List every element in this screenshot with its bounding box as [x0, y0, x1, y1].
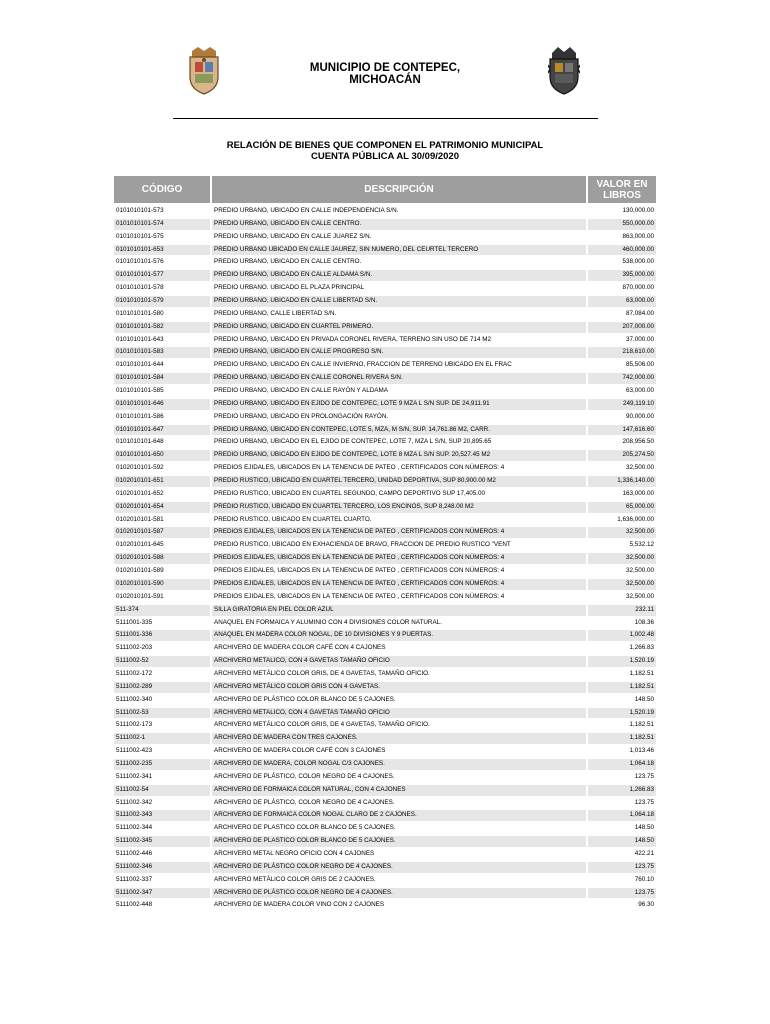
asset-code: 0101010101-646: [116, 399, 164, 407]
table-row: [114, 411, 656, 424]
asset-description: PREDIO URBANO, UBICADO EN CUARTEL PRIMERO.: [214, 322, 374, 330]
table-row: [114, 282, 656, 295]
asset-code: 0102010101-591: [116, 592, 164, 600]
asset-code: 0101010101-576: [116, 258, 164, 266]
asset-book-value: 870,000.00: [622, 284, 654, 292]
asset-description: ARCHIVERO DE PLÁSTICO, COLOR NEGRO DE 4 CAJONES.: [214, 798, 395, 806]
table-row: [114, 436, 656, 449]
asset-code: 5111002-343: [116, 811, 153, 819]
asset-code: 5111002-423: [116, 747, 153, 755]
asset-book-value: 863,000.00: [622, 232, 654, 240]
asset-description: ARCHIVERO METALICO, CON 4 GAVETAS TAMAÑO OFICIO: [214, 708, 390, 716]
asset-book-value: 218,610.00: [622, 348, 654, 356]
table-row: [114, 848, 656, 861]
asset-book-value: 148.50: [634, 837, 654, 845]
table-row: [114, 655, 656, 668]
asset-code: 5111002-203: [116, 644, 153, 652]
table-row: [114, 552, 656, 565]
asset-code: 0101010101-582: [116, 322, 164, 330]
asset-description: ANAQUEL EN FORMAICA Y ALUMINIO CON 4 DIVISIONES COLOR NATURAL.: [214, 618, 442, 626]
asset-book-value: 208,956.50: [622, 438, 654, 446]
asset-book-value: 63,000.00: [625, 297, 654, 305]
asset-description: PREDIO URBANO, UBICADO EN CALLE PROGRESO S/N.: [214, 348, 384, 356]
asset-description: ARCHIVERO DE PLÁSTICO COLOR BLANCO DE 5 CAJONES.: [214, 695, 396, 703]
asset-code: 0102010101-645: [116, 541, 164, 549]
asset-description: PREDIO RUSTICO, UBICADO EN CUARTEL TERCERO, LOS ENCINOS, SUP 8,248.00 M2: [214, 502, 474, 510]
asset-description: ARCHIVERO METÁLICO COLOR GRIS DE 2 CAJONES.: [214, 875, 376, 883]
asset-book-value: 205,274.50: [622, 451, 654, 459]
table-row: [114, 244, 656, 257]
asset-description: ARCHIVERO DE PLASTICO COLOR BLANCO DE 5 CAJONES.: [214, 837, 396, 845]
asset-code: 0102010101-587: [116, 528, 164, 536]
asset-book-value: 147,616.60: [622, 425, 654, 433]
table-row: [114, 835, 656, 848]
asset-code: 0101010101-573: [116, 207, 164, 214]
asset-description: PREDIO RUSTICO, UBICADO EN CUARTEL TERCERO, UNIDAD DEPORTIVA, SUP 80,900.00 M2: [214, 477, 496, 485]
column-header-description: DESCRIPCIÓN: [212, 176, 586, 203]
asset-book-value: 37,000.00: [625, 335, 654, 343]
asset-book-value: 87,084.00: [625, 309, 654, 317]
asset-description: ARCHIVERO METAL NEGRO OFICIO CON 4 CAJONES: [214, 849, 375, 857]
table-row: [114, 475, 656, 488]
table-row: [114, 346, 656, 359]
asset-book-value: 123.75: [634, 772, 654, 780]
asset-book-value: 5,532.12: [629, 541, 654, 549]
asset-book-value: 32,500.00: [625, 579, 654, 587]
table-row: [114, 359, 656, 372]
table-row: [114, 385, 656, 398]
asset-code: 0102010101-589: [116, 567, 164, 575]
asset-description: PREDIO URBANO, UBICADO EN CALLE INDEPENDENCIA S/N.: [214, 207, 399, 214]
assets-table-body: [114, 205, 656, 912]
asset-description: PREDIO URBANO, UBICADO EN CALLE CORONEL RIVERA S/N.: [214, 374, 403, 382]
table-row: [114, 539, 656, 552]
asset-description: PREDIO URBANO, UBICADO EN CALLE ALDAMA S/N.: [214, 271, 373, 279]
asset-description: ARCHIVERO DE FORMAICA COLOR NOGAL CLARO DE 2 CAJONES.: [214, 811, 417, 819]
asset-description: ARCHIVERO DE MADERA CON TRES CAJONES.: [214, 734, 358, 742]
asset-description: ARCHIVERO METALICO, CON 4 GAVETAS TAMAÑO OFICIO: [214, 657, 390, 665]
asset-code: 5111002-172: [116, 669, 153, 677]
table-row: [114, 565, 656, 578]
asset-description: ARCHIVERO DE MADERA COLOR CAFÉ CON 3 CAJONES: [214, 747, 386, 755]
column-header-code: CÓDIGO: [114, 176, 210, 203]
asset-code: 5111002-346: [116, 862, 153, 870]
table-row: [114, 668, 656, 681]
table-row: [114, 642, 656, 655]
asset-code: 0101010101-653: [116, 245, 164, 253]
table-row: [114, 398, 656, 411]
asset-book-value: 63,000.00: [625, 387, 654, 395]
asset-description: ARCHIVERO METÁLICO COLOR GRIS, DE 4 GAVETAS, TAMAÑO OFICIO.: [214, 721, 430, 729]
table-row: [114, 231, 656, 244]
asset-code: 0101010101-586: [116, 412, 164, 420]
table-row: [114, 269, 656, 282]
asset-description: PREDIO URBANO, UBICADO EN PROLONGACIÓN RAYÓN.: [214, 412, 389, 420]
table-row: [114, 745, 656, 758]
table-row: [114, 321, 656, 334]
table-row: [114, 629, 656, 642]
asset-code: 5111002-344: [116, 824, 153, 832]
asset-code: 0101010101-643: [116, 335, 164, 343]
table-row: [114, 899, 656, 912]
asset-book-value: 1,064.18: [629, 759, 654, 767]
asset-description: PREDIO URBANO, UBICADO EN EJIDO DE CONTEPEC, LOTE 8 MZA L S/N SUP. 20,527.45 M2: [214, 451, 491, 459]
asset-book-value: 422.21: [634, 849, 654, 857]
table-row: [114, 424, 656, 437]
table-row: [114, 256, 656, 269]
asset-description: ANAQUEL EN MADERA COLOR NOGAL, DE 10 DIVISIONES Y 9 PUERTAS.: [214, 631, 434, 639]
asset-book-value: 1,520.19: [629, 657, 654, 665]
column-header-value: [588, 176, 656, 203]
report-subtitle-line1: RELACIÓN DE BIENES QUE COMPONEN EL PATRIMONIO MUNICIPAL: [226, 140, 544, 151]
asset-book-value: 460,000.00: [622, 245, 654, 253]
asset-code: 5111002-235: [116, 759, 153, 767]
header-divider: [173, 118, 598, 119]
table-row: [114, 604, 656, 617]
table-row: [114, 758, 656, 771]
asset-book-value: 96.30: [638, 901, 654, 909]
asset-description: PREDIO URBANO UBICADO EN CALLE JAUREZ, SIN NUMERO, DEL CEURTEL TERCERO: [214, 245, 479, 253]
asset-description: ARCHIVERO DE MADERA COLOR CAFÉ CON 4 CAJONES: [214, 644, 386, 652]
asset-code: 5111002-340: [116, 695, 153, 703]
asset-book-value: 249,119.10: [622, 399, 654, 407]
asset-code: 0101010101-648: [116, 438, 164, 446]
document-title-line2: MICHOACÁN: [349, 74, 421, 86]
asset-description: ARCHIVERO DE PLASTICO COLOR BLANCO DE 5 CAJONES.: [214, 824, 396, 832]
asset-book-value: 123.75: [634, 888, 654, 896]
asset-book-value: 1,636,000.00: [617, 515, 654, 523]
asset-book-value: 760.10: [634, 875, 654, 883]
asset-book-value: 32,500.00: [625, 592, 654, 600]
asset-code: 0101010101-647: [116, 425, 164, 433]
asset-code: 0102010101-588: [116, 554, 164, 562]
asset-description: PREDIO URBANO, CALLE LIBERTAD S/N.: [214, 309, 337, 317]
table-row: [114, 887, 656, 900]
asset-code: 0101010101-584: [116, 374, 164, 382]
asset-book-value: 550,000.00: [622, 219, 654, 227]
asset-code: 5111002-341: [116, 772, 153, 780]
asset-code: 5111002-448: [116, 901, 153, 909]
asset-book-value: 1,013.46: [629, 747, 654, 755]
asset-code: 0101010101-574: [116, 219, 164, 227]
asset-code: 5111002-345: [116, 837, 153, 845]
asset-book-value: 1,266.83: [629, 785, 654, 793]
asset-code: 5111002-54: [116, 785, 149, 793]
column-header-value-line1: VALOR EN: [596, 179, 648, 190]
asset-book-value: 1,182.51: [629, 734, 654, 742]
table-row: [114, 617, 656, 630]
asset-code: 0101010101-578: [116, 284, 164, 292]
table-row: [114, 732, 656, 745]
asset-book-value: 207,000.00: [622, 322, 654, 330]
table-row: [114, 681, 656, 694]
asset-description: ARCHIVERO DE FORMAICA COLOR NATURAL, CON 4 CAJONES: [214, 785, 406, 793]
asset-book-value: 1,182.51: [629, 721, 654, 729]
table-row: [114, 578, 656, 591]
asset-code: 0102010101-590: [116, 579, 164, 587]
table-row: [114, 501, 656, 514]
asset-book-value: 1,336,140.00: [617, 477, 654, 485]
asset-description: PREDIOS EJIDALES, UBICADOS EN LA TENENCIA DE PATEO , CERTIFICADOS CON NÚMEROS: 4: [214, 592, 505, 600]
asset-description: ARCHIVERO DE PLÁSTICO, COLOR NEGRO DE 4 CAJONES.: [214, 772, 395, 780]
asset-book-value: 538,000.00: [622, 258, 654, 266]
asset-code: 0102010101-581: [116, 515, 164, 523]
table-row: [114, 861, 656, 874]
asset-description: PREDIO URBANO, UBICADO EN CALLE LIBERTAD S/N.: [214, 297, 378, 305]
column-header-value-line2: LIBROS: [603, 190, 641, 201]
asset-description: PREDIO URBANO, UBICADO EN PRIVADA CORONEL RIVERA, TERRENO SIN USO DE 714 M2: [214, 335, 492, 343]
asset-book-value: 130,000.00: [622, 207, 654, 214]
asset-code: 0101010101-585: [116, 387, 164, 395]
table-row: [114, 218, 656, 231]
asset-description: ARCHIVERO DE PLÁSTICO COLOR NEGRO DE 4 CAJONES.: [214, 888, 393, 896]
asset-book-value: 1,266.83: [629, 644, 654, 652]
asset-description: PREDIOS EJIDALES, UBICADOS EN LA TENENCIA DE PATEO , CERTIFICADOS CON NÚMEROS: 4: [214, 567, 505, 575]
asset-code: 0101010101-579: [116, 297, 164, 305]
asset-description: ARCHIVERO DE MADERA COLOR VINO CON 2 CAJONES: [214, 901, 385, 909]
table-row: [114, 205, 656, 218]
asset-code: 5111002-446: [116, 849, 153, 857]
asset-code: 5111002-342: [116, 798, 153, 806]
asset-book-value: 395,000.00: [622, 271, 654, 279]
asset-code: 0102010101-652: [116, 489, 164, 497]
asset-description: PREDIO RUSTICO, UBICADO EN CUARTEL CUARTO.: [214, 515, 372, 523]
asset-book-value: 108.36: [634, 618, 654, 626]
asset-description: PREDIO RUSTICO, UBICADO EN EXHACIENDA DE BRAVO, FRACCION DE PREDIO RUSTICO "VENT: [214, 541, 511, 549]
asset-description: PREDIOS EJIDALES, UBICADOS EN LA TENENCIA DE PATEO , CERTIFICADOS CON NÚMEROS: 4: [214, 579, 505, 587]
table-row: [114, 308, 656, 321]
asset-description: ARCHIVERO DE MADERA, COLOR NOGAL C/3 CAJONES.: [214, 759, 385, 767]
asset-book-value: 32,500.00: [625, 554, 654, 562]
asset-book-value: 742,000.00: [622, 374, 654, 382]
asset-code: 5111002-347: [116, 888, 153, 896]
asset-description: PREDIO URBANO, UBICADO EN CALLE RAYÓN Y ALDAMA: [214, 387, 388, 395]
asset-code: 5111001-336: [116, 631, 153, 639]
table-row: [114, 295, 656, 308]
table-row: [114, 694, 656, 707]
asset-code: 5111001-335: [116, 618, 153, 626]
asset-description: PREDIO URBANO, UBICADO EN CALLE CENTRO.: [214, 219, 362, 227]
table-row: [114, 771, 656, 784]
table-row: [114, 334, 656, 347]
asset-book-value: 1,002.48: [629, 631, 654, 639]
asset-description: PREDIOS EJIDALES, UBICADOS EN LA TENENCIA DE PATEO , CERTIFICADOS CON NÚMEROS: 4: [214, 464, 505, 472]
table-row: [114, 822, 656, 835]
asset-code: 5111002-337: [116, 875, 153, 883]
asset-code: 0101010101-575: [116, 232, 164, 240]
asset-code: 0101010101-650: [116, 451, 164, 459]
asset-book-value: 123.75: [634, 798, 654, 806]
table-row: [114, 526, 656, 539]
asset-description: PREDIO URBANO, UBICADO EN CALLE CENTRO.: [214, 258, 362, 266]
table-row: [114, 488, 656, 501]
asset-book-value: 1,182.51: [629, 682, 654, 690]
table-row: [114, 591, 656, 604]
asset-book-value: 1,182.51: [629, 669, 654, 677]
asset-description: PREDIO URBANO, UBICADO EN CALLE JUAREZ S/N.: [214, 232, 372, 240]
asset-code: 511-374: [116, 605, 139, 613]
asset-description: PREDIO URBANO, UBICADO EN CALLE INVIERNO, FRACCION DE TERRENO UBICADO EN EL FRAC: [214, 361, 512, 369]
table-row: [114, 784, 656, 797]
asset-description: SILLA GIRATORIA EN PIEL COLOR AZUL: [214, 605, 334, 613]
asset-book-value: 1,520.19: [629, 708, 654, 716]
asset-book-value: 148.50: [634, 695, 654, 703]
asset-code: 0101010101-644: [116, 361, 164, 369]
asset-description: PREDIOS EJIDALES, UBICADOS EN LA TENENCIA DE PATEO , CERTIFICADOS CON NÚMEROS: 4: [214, 554, 505, 562]
asset-code: 0102010101-651: [116, 477, 164, 485]
asset-code: 5111002-53: [116, 708, 149, 716]
asset-description: ARCHIVERO DE PLÁSTICO COLOR NEGRO DE 4 CAJONES.: [214, 862, 393, 870]
asset-code: 0101010101-583: [116, 348, 164, 356]
table-row: [114, 797, 656, 810]
asset-book-value: 32,500.00: [625, 464, 654, 472]
asset-book-value: 123.75: [634, 862, 654, 870]
table-row: [114, 809, 656, 822]
asset-book-value: 163,000.00: [622, 489, 654, 497]
table-row: [114, 514, 656, 527]
asset-description: ARCHIVERO METÁLICO COLOR GRIS, DE 4 GAVETAS, TAMAÑO OFICIO.: [214, 669, 430, 677]
asset-description: PREDIO URBANO. UBICADO EL PLAZA PRINCIPAL: [214, 284, 365, 292]
asset-code: 5111002-289: [116, 682, 153, 690]
asset-description: ARCHIVERO METÁLICO COLOR GRIS CON 4 GAVETAS.: [214, 682, 380, 690]
asset-book-value: 85,506.00: [625, 361, 654, 369]
asset-code: 0102010101-592: [116, 464, 164, 472]
asset-description: PREDIO URBANO, UBICADO EN EJIDO DE CONTEPEC, LOTE 9 MZA L S/N SUP. DE 24,911.91: [214, 399, 490, 407]
table-row: [114, 449, 656, 462]
asset-description: PREDIO RUSTICO, UBICADO EN CUARTEL SEGUNDO, CAMPO DEPORTIVO SUP 17,405.00: [214, 489, 485, 497]
table-row: [114, 707, 656, 720]
asset-code: 0101010101-580: [116, 309, 164, 317]
table-row: [114, 719, 656, 732]
asset-book-value: 232.11: [635, 605, 654, 613]
asset-book-value: 32,500.00: [625, 567, 654, 575]
asset-code: 5111002-52: [116, 657, 149, 665]
asset-description: PREDIO URBANO, UBICADO EN CONTEPEC, LOTE 5, MZA, M S/N, SUP. 14,761.86 M2, CARR.: [214, 425, 490, 433]
asset-book-value: 65,000.00: [625, 502, 654, 510]
table-row: [114, 462, 656, 475]
asset-code: 0101010101-577: [116, 271, 164, 279]
asset-book-value: 1,064.18: [629, 811, 654, 819]
table-row: [114, 372, 656, 385]
table-row: [114, 874, 656, 887]
asset-book-value: 148.50: [634, 824, 654, 832]
asset-description: PREDIO URBANO, UBICADO EN EL EJIDO DE CONTEPEC, LOTE 7, MZA L S/N, SUP 20,895.65: [214, 438, 492, 446]
asset-code: 0102010101-654: [116, 502, 164, 510]
asset-book-value: 32,500.00: [625, 528, 654, 536]
asset-code: 5111002-173: [116, 721, 153, 729]
document-title-line1: MUNICIPIO DE CONTEPEC,: [309, 62, 461, 74]
asset-description: PREDIOS EJIDALES, UBICADOS EN LA TENENCIA DE PATEO , CERTIFICADOS CON NÚMEROS: 4: [214, 528, 505, 536]
asset-book-value: 90,000.00: [625, 412, 654, 420]
asset-code: 5111002-1: [116, 734, 146, 742]
report-subtitle-line2: CUENTA PÚBLICA AL 30/09/2020: [311, 151, 459, 162]
